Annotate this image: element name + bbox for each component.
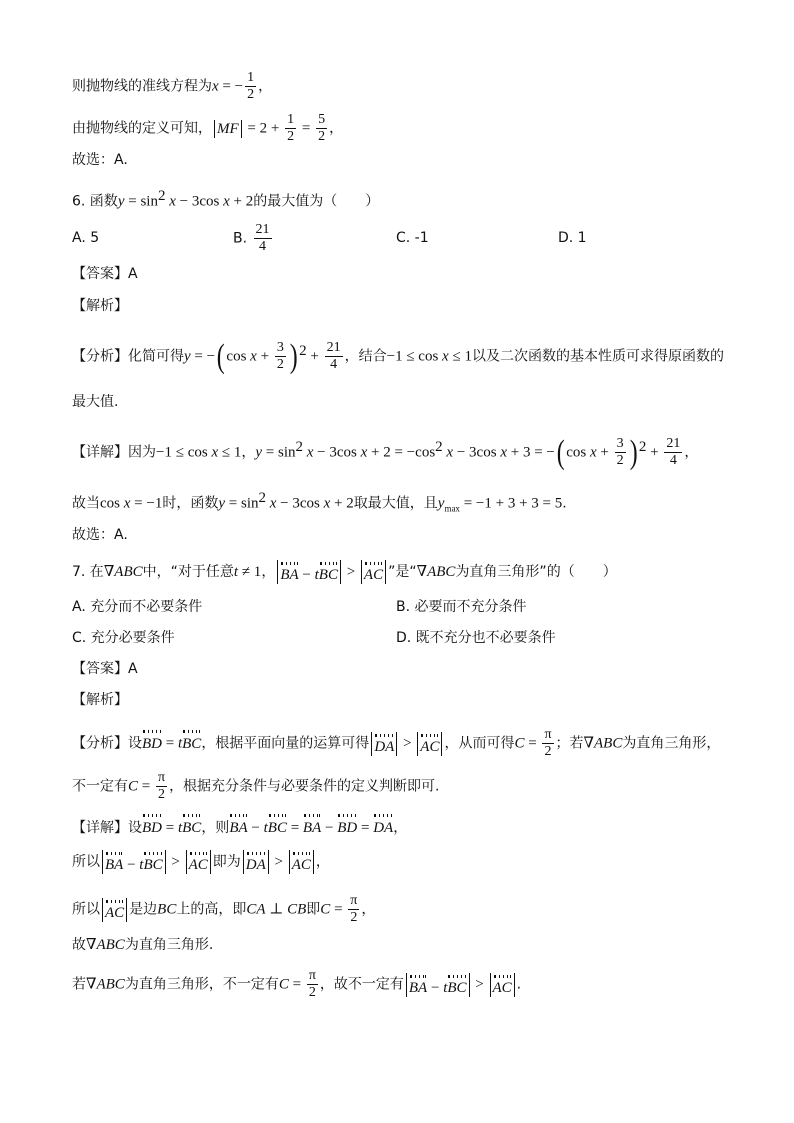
analysis-label-6: 【解析】 [72, 298, 128, 314]
definition-line: 由抛物线的定义可知， MF = 2 + $\frac{1}{2}$ = $\frac{5}{2}$ ， [72, 112, 344, 144]
q7-option-c: C. 充分必要条件 [72, 630, 175, 646]
detail-6: 【详解】因为−1 ≤ cos x ≤ 1，$y = \sin^2 x - 3\cos$ $x + 2 = -\cos^2$ x − 3cos x + 3 = −( cos x + $\frac{3}{2}$ ) $^2$ + $\frac{21}{4}$ ， [72, 433, 699, 471]
choice-line-5: 故选：A. [72, 152, 128, 168]
analysis-7-cont: 不一定有C = $\frac{\pi}{2}$ ，根据充分条件与必要条件的定义判断即可. [72, 770, 440, 802]
q7-option-a: A. 充分而不必要条件 [72, 599, 203, 615]
question-6: 6. 函数$y = \sin^2 x - 3\cos$ x + 2的最大值为（ ） [72, 188, 380, 210]
q6-option-b: B. $\frac{21}{4}$ [233, 222, 270, 254]
detail-7-so3: 故∇ABC为直角三角形. [72, 937, 214, 953]
directrix-line: 则抛物线的准线方程为x = − $\frac{1}{2}$ ， [72, 70, 273, 102]
q7-option-d: D. 既不充分也不必要条件 [396, 630, 556, 646]
analysis-6-cont: 最大值. [72, 394, 119, 410]
q6-option-a: A. 5 [72, 230, 100, 246]
choice-line-6: 故选：A. [72, 527, 128, 543]
question-7: 7. 在∇ABC中，“对于任意t ≠ 1， BA − tBC > AC ”是“∇ABC为直角三角形”的（ ） [72, 560, 617, 584]
answer-6: 【答案】A [72, 266, 138, 282]
answer-7: 【答案】A [72, 661, 138, 677]
detail-7-last: 若∇ABC为直角三角形，不一定有C = $\frac{\pi}{2}$ ，故不一定有 BA − tBC > AC . [72, 968, 522, 1000]
q6-option-c: C. -1 [396, 230, 429, 246]
analysis-6: 【分析】化简可得y = −( cos x + $\frac{3}{2}$ ) $^2$ + $\frac{21}{4}$ ，结合−1 ≤ cos x ≤ 1以及二次函数的基本性质可求得原函数的 [72, 337, 724, 375]
detail-7: 【详解】设BD = tBC，则BA − tBC = BA − BD = DA， [72, 812, 407, 838]
q7-option-b: B. 必要而不充分条件 [396, 599, 527, 615]
conclusion-6: 故当cos x = −1时，函数$y = \sin^2 x - 3\cos$ x + 2取最大值，且$y_{max} = -1 + 3 + 3 = 5$. [72, 490, 567, 514]
detail-7-so1: 所以 BA − tBC > AC 即为 DA > AC ， [72, 850, 330, 874]
q6-option-d: D. 1 [558, 230, 587, 246]
analysis-label-7: 【解析】 [72, 692, 128, 708]
detail-7-so2: 所以 AC 是边BC上的高，即CA ⊥ CB即C = $\frac{\pi}{2}$ ， [72, 893, 376, 925]
analysis-7: 【分析】设BD = tBC，根据平面向量的运算可得 DA > AC ，从而可得C = $\frac{\pi}{2}$ ；若∇ABC为直角三角形， [72, 727, 721, 759]
